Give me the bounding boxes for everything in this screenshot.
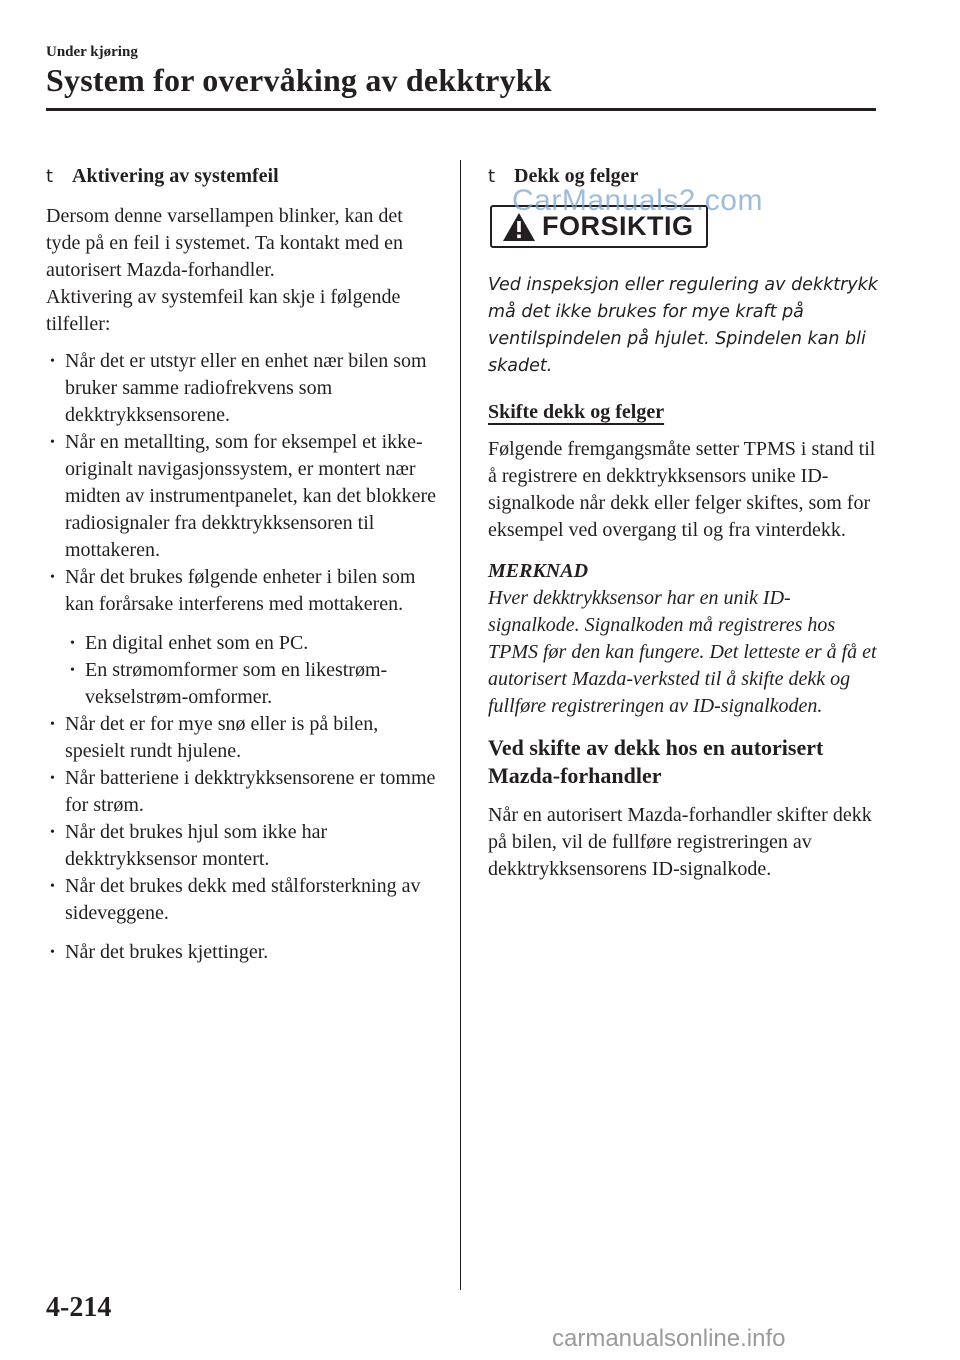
list-item: • Når batteriene i dekktrykksensorene er tomme for strøm.	[46, 765, 440, 819]
sub-list-item: • En strømomformer som en likestrøm-vekselstrøm-omformer.	[66, 657, 440, 711]
intro-paragraph-2: Aktivering av systemfeil kan skje i følgende tilfeller:	[46, 286, 401, 335]
section-heading-system-fault	[46, 162, 440, 191]
list-item: • Når det brukes kjettinger.	[46, 939, 440, 966]
section-heading-text: Aktivering av systemfeil	[72, 165, 279, 187]
caution-label: FORSIKTIG	[542, 211, 694, 241]
subsection-heading: Skifte dekk og felger	[488, 401, 665, 423]
list-item: • Når det brukes dekk med stålforsterkning av sideveggene.	[46, 873, 440, 927]
page-number: 4-214	[46, 1292, 112, 1323]
list-item: • Når det er for mye snø eller is på bilen, spesielt rundt hjulene.	[46, 711, 440, 765]
note-label: MERKNAD	[488, 560, 589, 582]
list-item: • Når det brukes hjul som ikke har dekktrykksensor montert.	[46, 819, 440, 873]
right-column	[488, 162, 880, 883]
watermark-bottom: carmanualsonline.info	[552, 1325, 786, 1352]
list-item: • Når det er utstyr eller en enhet nær bilen som bruker samme radiofrekvens som dekktrykksensorene.	[46, 348, 440, 429]
caution-text: Ved inspeksjon eller regulering av dekktrykk må det ikke brukes for mye kraft på ventilspindelen på hjulet. Spindelen kan bli skadet.	[488, 275, 878, 376]
subsection-heading-dealer: Ved skifte av dekk hos en autorisert Mazda-forhandler	[488, 735, 824, 788]
column-divider	[460, 160, 461, 1290]
sub-list-item: • En digital enhet som en PC.	[66, 630, 440, 657]
intro-paragraph: Dersom denne varsellampen blinker, kan det tyde på en feil i systemet. Ta kontakt med en autorisert Mazda-forhandler.	[46, 205, 404, 281]
note-text: Hver dekktrykksensor har en unik ID-signalkode. Signalkoden må registreres hos TPMS før den kan fungere. Det letteste er å få et autorisert Mazda-verksted til å skifte dekk og fullføre registreringen av ID-signalkoden.	[488, 587, 877, 717]
header-rule	[46, 108, 876, 111]
watermark-top: CarManuals2.com	[512, 184, 763, 217]
fault-cause-list-continued	[46, 711, 440, 966]
body-paragraph-dealer: Når en autorisert Mazda-forhandler skifter dekk på bilen, vil de fullføre registreringen av dekktrykksensorens ID-signalkode.	[488, 804, 872, 880]
interference-device-list	[66, 630, 440, 711]
list-item: • Når en metallting, som for eksempel et ikke-originalt navigasjonssystem, er montert nær midten av instrumentpanelet, kan det blokkere radiosignaler fra dekktrykksensoren til mottakeren.	[46, 429, 440, 564]
list-item: • Når det brukes følgende enheter i bilen som kan forårsake interferens med mottakeren.	[46, 564, 440, 618]
section-heading-text: Dekk og felger	[514, 165, 639, 187]
chapter-label: Under kjøring	[46, 44, 138, 60]
fault-cause-list	[46, 348, 440, 618]
left-column	[46, 162, 440, 966]
section-marker: t	[46, 166, 54, 187]
body-paragraph: Følgende fremgangsmåte setter TPMS i stand til å registrere en dekktrykksensors unike ID-signalkode når dekk eller felger skiftes, som for eksempel ved overgang til og fra vinterdekk.	[488, 438, 876, 541]
section-marker: t	[488, 166, 496, 187]
page-title: System for overvåking av dekktrykk	[46, 62, 552, 98]
